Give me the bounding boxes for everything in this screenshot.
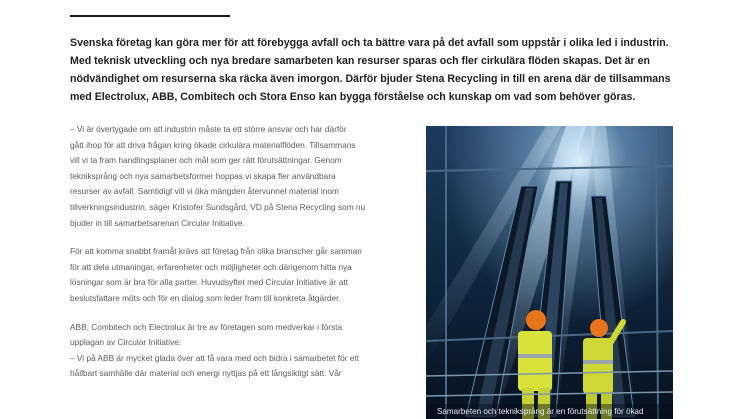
body-line: hållbart samhälle där material och energi nyttjas på ett långsiktigt sätt. Vår (70, 368, 342, 379)
body-line: ABB, Combitech och Electrolux är tre av företagen som medverkar i första (70, 321, 343, 332)
body-line: tillverkningsindustrin, säger Kristofer Sundsgård, VD på Stena Recycling som nu (70, 201, 366, 212)
body-paragraph-collaboration (70, 244, 418, 306)
body-line: gått ihop för att driva frågan kring ökade cirkulära materialflöden. Tillsammans (70, 139, 356, 150)
body-line: resurser av avfall. Samtidigt vill vi öka mängden återvunnet material inom (70, 186, 339, 197)
body-line: – Vi på ABB är mycket glada över att få vara med och bidra i samarbetet för ett (70, 352, 360, 363)
body-line: beslutsfattare möts och för en dialog som leder fram till konkreta åtgärder. (70, 292, 341, 303)
body-line: bjuder in till samarbetsarenan Circular Initiative. (70, 217, 245, 228)
body-paragraph-participants (70, 320, 418, 382)
photo-illustration (426, 126, 673, 419)
lead-line: Svenska företag kan göra mer för att förebygga avfall och ta bättre vara på det avfall som uppstår i olika led i industrin. (70, 37, 669, 49)
photo-caption: Samarbeten och tekniksprång är en förutsättning för ökad (426, 404, 673, 419)
body-line: lösningar som är bra för alla parter. Huvudsyftet med Circular Initiative är att (70, 277, 349, 288)
lead-paragraph (70, 34, 680, 106)
body-line: för att dela utmaningar, erfarenheter och möjligheter och därigenom hitta nya (70, 261, 352, 272)
lead-line: med Electrolux, ABB, Combitech och Stora Enso kan bygga förståelse och kunskap om vad som behöver göras. (70, 91, 636, 103)
body-line: upplagan av Circular Initiative: (70, 337, 182, 348)
body-line: tekniksprång och nya samarbetsformer hoppas vi skapa fler användbara (70, 170, 336, 181)
body-line: – Vi är övertygade om att industrin måste ta ett större ansvar och har därför (70, 124, 347, 134)
top-divider (70, 15, 230, 17)
body-line: vill vi ta fram handlingsplaner och mål som ger rätt förutsättningar. Genom (70, 155, 342, 166)
body-paragraph-quote (70, 122, 418, 231)
lead-line: nödvändighet om resurserna ska räcka även imorgon. Därför bjuder Stena Recycling in till en arena där de tillsammans (70, 73, 671, 85)
lead-line: Med teknisk utveckling och nya bredare samarbeten kan resurser sparas och fler cirkulära flöden skapas. Det är en (70, 55, 650, 67)
body-line: För att komma snabbt framåt krävs att företag från olika branscher går samman (70, 246, 362, 257)
body-text-column (70, 122, 418, 395)
recycling-plant-photo (426, 126, 673, 419)
